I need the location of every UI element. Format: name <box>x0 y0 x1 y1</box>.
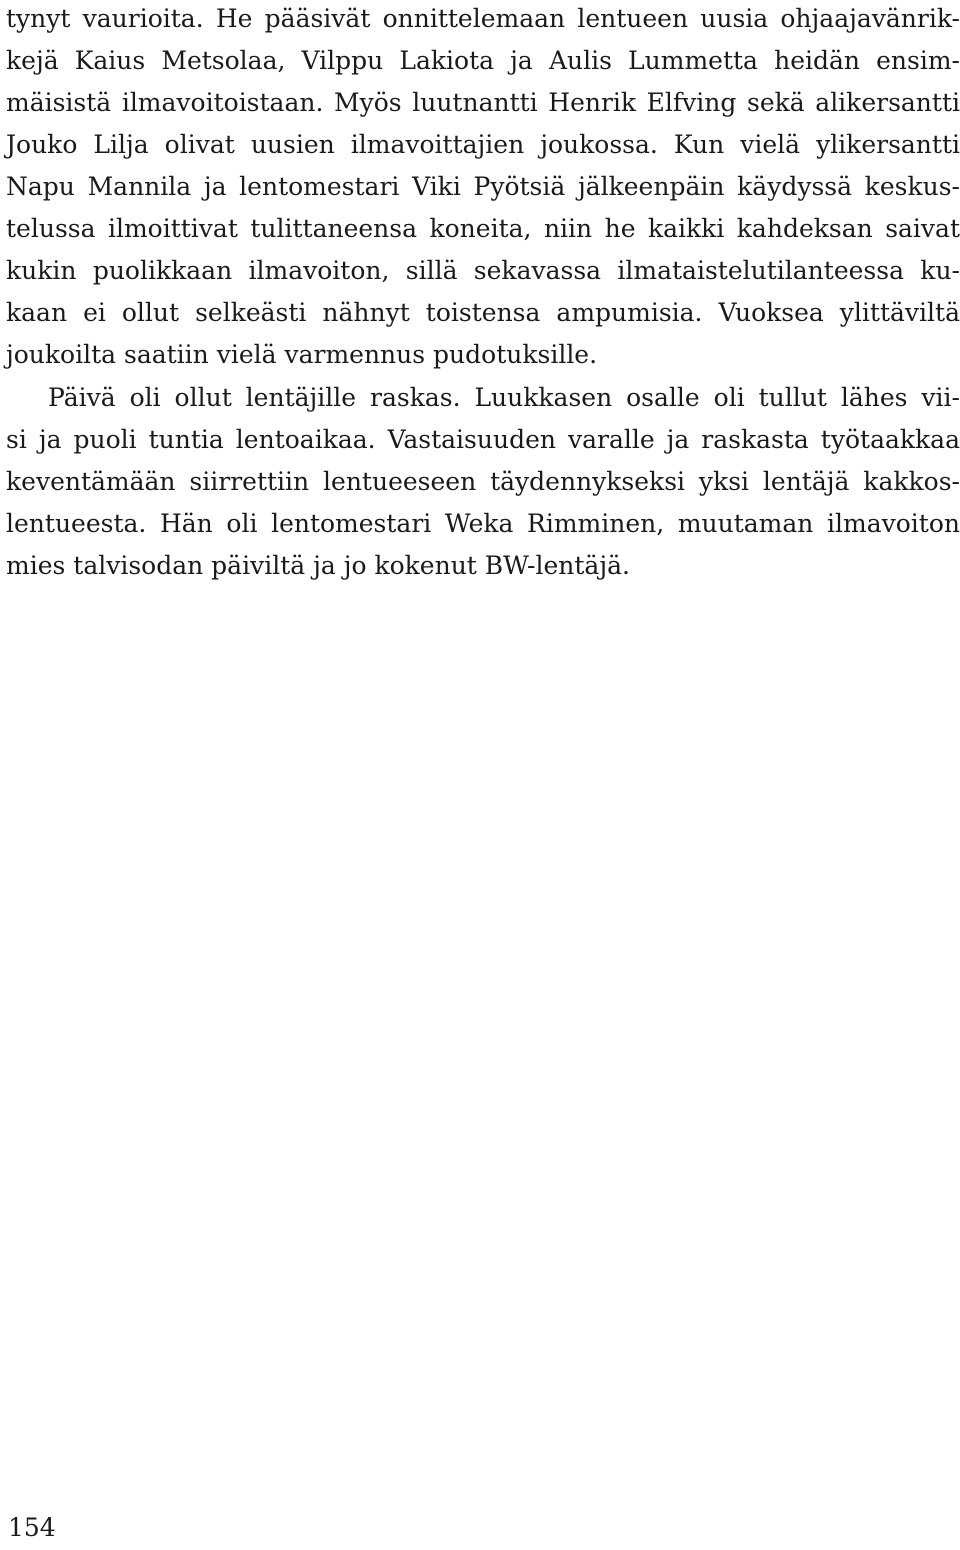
text-line: Napu Mannila ja lentomestari Viki Pyötsiä jälkeenpäin käydyssä keskus- <box>6 172 960 201</box>
text-line: tynyt vaurioita. He pääsivät onnittelemaan lentueen uusia ohjaajavänrik- <box>6 4 960 33</box>
text-line: Jouko Lilja olivat uusien ilmavoittajien joukossa. Kun vielä ylikersantti <box>6 130 960 159</box>
page-number: 154 <box>8 1513 56 1542</box>
text-line: si ja puoli tuntia lentoaikaa. Vastaisuuden varalle ja raskasta työtaakkaa <box>6 425 960 454</box>
text-line: kejä Kaius Metsolaa, Vilppu Lakiota ja Aulis Lummetta heidän ensim- <box>6 46 960 75</box>
text-line: telussa ilmoittivat tulittaneensa koneita, niin he kaikki kahdeksan saivat <box>6 214 960 243</box>
text-line: keventämään siirrettiin lentueeseen täydennykseksi yksi lentäjä kakkos- <box>6 467 960 496</box>
text-line: lentueesta. Hän oli lentomestari Weka Rimminen, muutaman ilmavoiton <box>6 509 960 538</box>
text-line-paragraph-end: joukoilta saatiin vielä varmennus pudotuksille. <box>6 340 598 369</box>
text-line: mäisistä ilmavoitoistaan. Myös luutnantti Henrik Elfving sekä alikersantti <box>6 88 960 117</box>
text-line-paragraph-start: Päivä oli ollut lentäjille raskas. Luukkasen osalle oli tullut lähes vii- <box>48 383 960 412</box>
text-line: kaan ei ollut selkeästi nähnyt toistensa ampumisia. Vuoksea ylittäviltä <box>6 298 960 327</box>
text-line: kukin puolikkaan ilmavoiton, sillä sekavassa ilmataistelutilanteessa ku- <box>6 256 960 285</box>
text-line-paragraph-end: mies talvisodan päiviltä ja jo kokenut BW-lentäjä. <box>6 551 630 580</box>
